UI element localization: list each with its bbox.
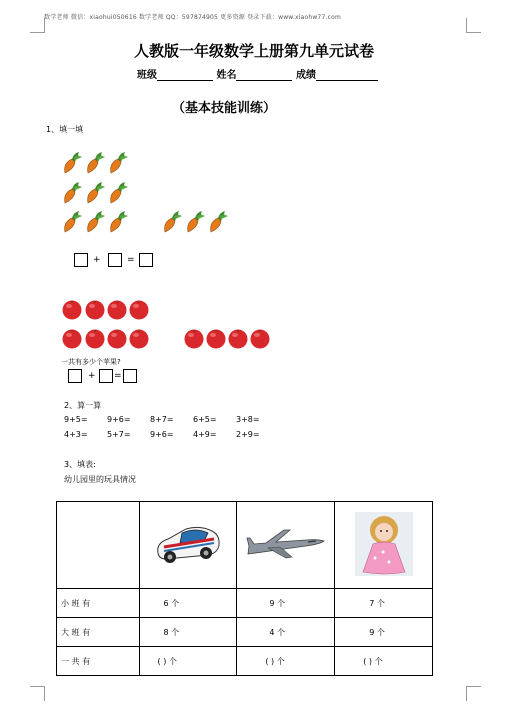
toy-header-cell [237, 502, 335, 589]
section3-heading: 3、填表: [64, 460, 96, 469]
jet-icon [246, 524, 326, 564]
radish-icon [88, 211, 105, 232]
apple-icon [130, 330, 149, 349]
answer-cell[interactable]: ( ) 个 [335, 647, 433, 676]
page-title: 人教版一年级数学上册第九单元试卷 [133, 42, 374, 60]
radish-icon [88, 152, 105, 173]
section2-heading: 2、算一算 [64, 401, 102, 410]
apple-picture [58, 298, 278, 354]
apple-icon [63, 301, 82, 320]
table-cell: 9 个 [335, 618, 433, 647]
crop-mark-top-left [30, 18, 45, 33]
equation[interactable]: 6+5= [193, 415, 217, 424]
toy-table [56, 501, 433, 676]
equation[interactable]: 4+3= [64, 430, 88, 439]
name-label: 姓名 [216, 70, 237, 81]
apple-question: 一共有多少个苹果? [61, 358, 121, 366]
answer-cell[interactable]: ( ) 个 [139, 647, 237, 676]
radish-icon [65, 182, 82, 203]
table-cell: 7 个 [335, 589, 433, 618]
apple-icon [63, 330, 82, 349]
answer-cell[interactable]: ( ) 个 [237, 647, 335, 676]
toy-header-cell [335, 502, 433, 589]
crop-mark-bottom-right [466, 686, 481, 701]
apple-icon [229, 330, 248, 349]
score-label: 成绩 [295, 70, 316, 81]
radish-icon [188, 211, 205, 232]
apple-icon [130, 301, 149, 320]
table-cell: 6 个 [139, 589, 237, 618]
radish-icon [88, 182, 105, 203]
equation[interactable]: 9+6= [107, 415, 131, 424]
equals-sign: = [114, 371, 122, 381]
class-blank[interactable] [157, 69, 213, 81]
toy-header-cell [139, 502, 237, 589]
apple-icon [86, 301, 105, 320]
apple-icon [108, 301, 127, 320]
answer-box[interactable] [68, 369, 82, 383]
radish-icon [111, 182, 128, 203]
score-blank[interactable] [316, 69, 378, 81]
equation[interactable]: 2+9= [236, 430, 260, 439]
name-blank[interactable] [236, 69, 292, 81]
table-corner-cell [57, 502, 140, 589]
equation[interactable]: 9+6= [150, 430, 174, 439]
apple-icon [207, 330, 226, 349]
student-info-line [137, 66, 378, 81]
equation[interactable]: 5+7= [107, 430, 131, 439]
plus-sign: + [93, 255, 101, 265]
equation[interactable]: 3+8= [236, 415, 260, 424]
apple-icon [185, 330, 204, 349]
answer-box[interactable] [74, 253, 88, 267]
apple-icon [86, 330, 105, 349]
plus-sign: + [88, 371, 96, 381]
crop-mark-bottom-left [30, 686, 45, 701]
equation[interactable]: 9+5= [64, 415, 88, 424]
equation[interactable]: 8+7= [150, 415, 174, 424]
car-icon [152, 519, 224, 569]
radish-icon [65, 211, 82, 232]
radish-icon [211, 211, 228, 232]
crop-mark-top-right [466, 18, 481, 33]
answer-box[interactable] [99, 369, 113, 383]
subtitle: （基本技能训练） [172, 101, 277, 116]
equation[interactable]: 4+9= [193, 430, 217, 439]
doll-icon [355, 512, 413, 576]
equation-row [64, 415, 279, 424]
answer-box[interactable] [123, 369, 137, 383]
radish-picture [58, 148, 248, 240]
answer-box[interactable] [108, 253, 122, 267]
row-label: 大 班 有 [57, 618, 140, 647]
section1-heading: 1、填一填 [46, 125, 84, 134]
class-label: 班级 [137, 70, 157, 81]
radish-icon [165, 211, 182, 232]
apple-icon [251, 330, 270, 349]
row-label: 小 班 有 [57, 589, 140, 618]
answer-box[interactable] [139, 253, 153, 267]
table-caption: 幼儿园里的玩具情况 [64, 475, 136, 484]
row-label: 一 共 有 [57, 647, 140, 676]
apple-icon [108, 330, 127, 349]
header-watermark: 数学老师 微信：xiaohui050616 数学老师 QQ：597874905 更多资源 登录下载：www.xiaohw77.com [44, 14, 341, 21]
radish-icon [65, 152, 82, 173]
radish-icon [111, 211, 128, 232]
table-cell: 9 个 [237, 589, 335, 618]
equation-row [64, 430, 279, 439]
table-cell: 8 个 [139, 618, 237, 647]
table-cell: 4 个 [237, 618, 335, 647]
equals-sign: = [127, 255, 135, 265]
radish-icon [111, 152, 128, 173]
